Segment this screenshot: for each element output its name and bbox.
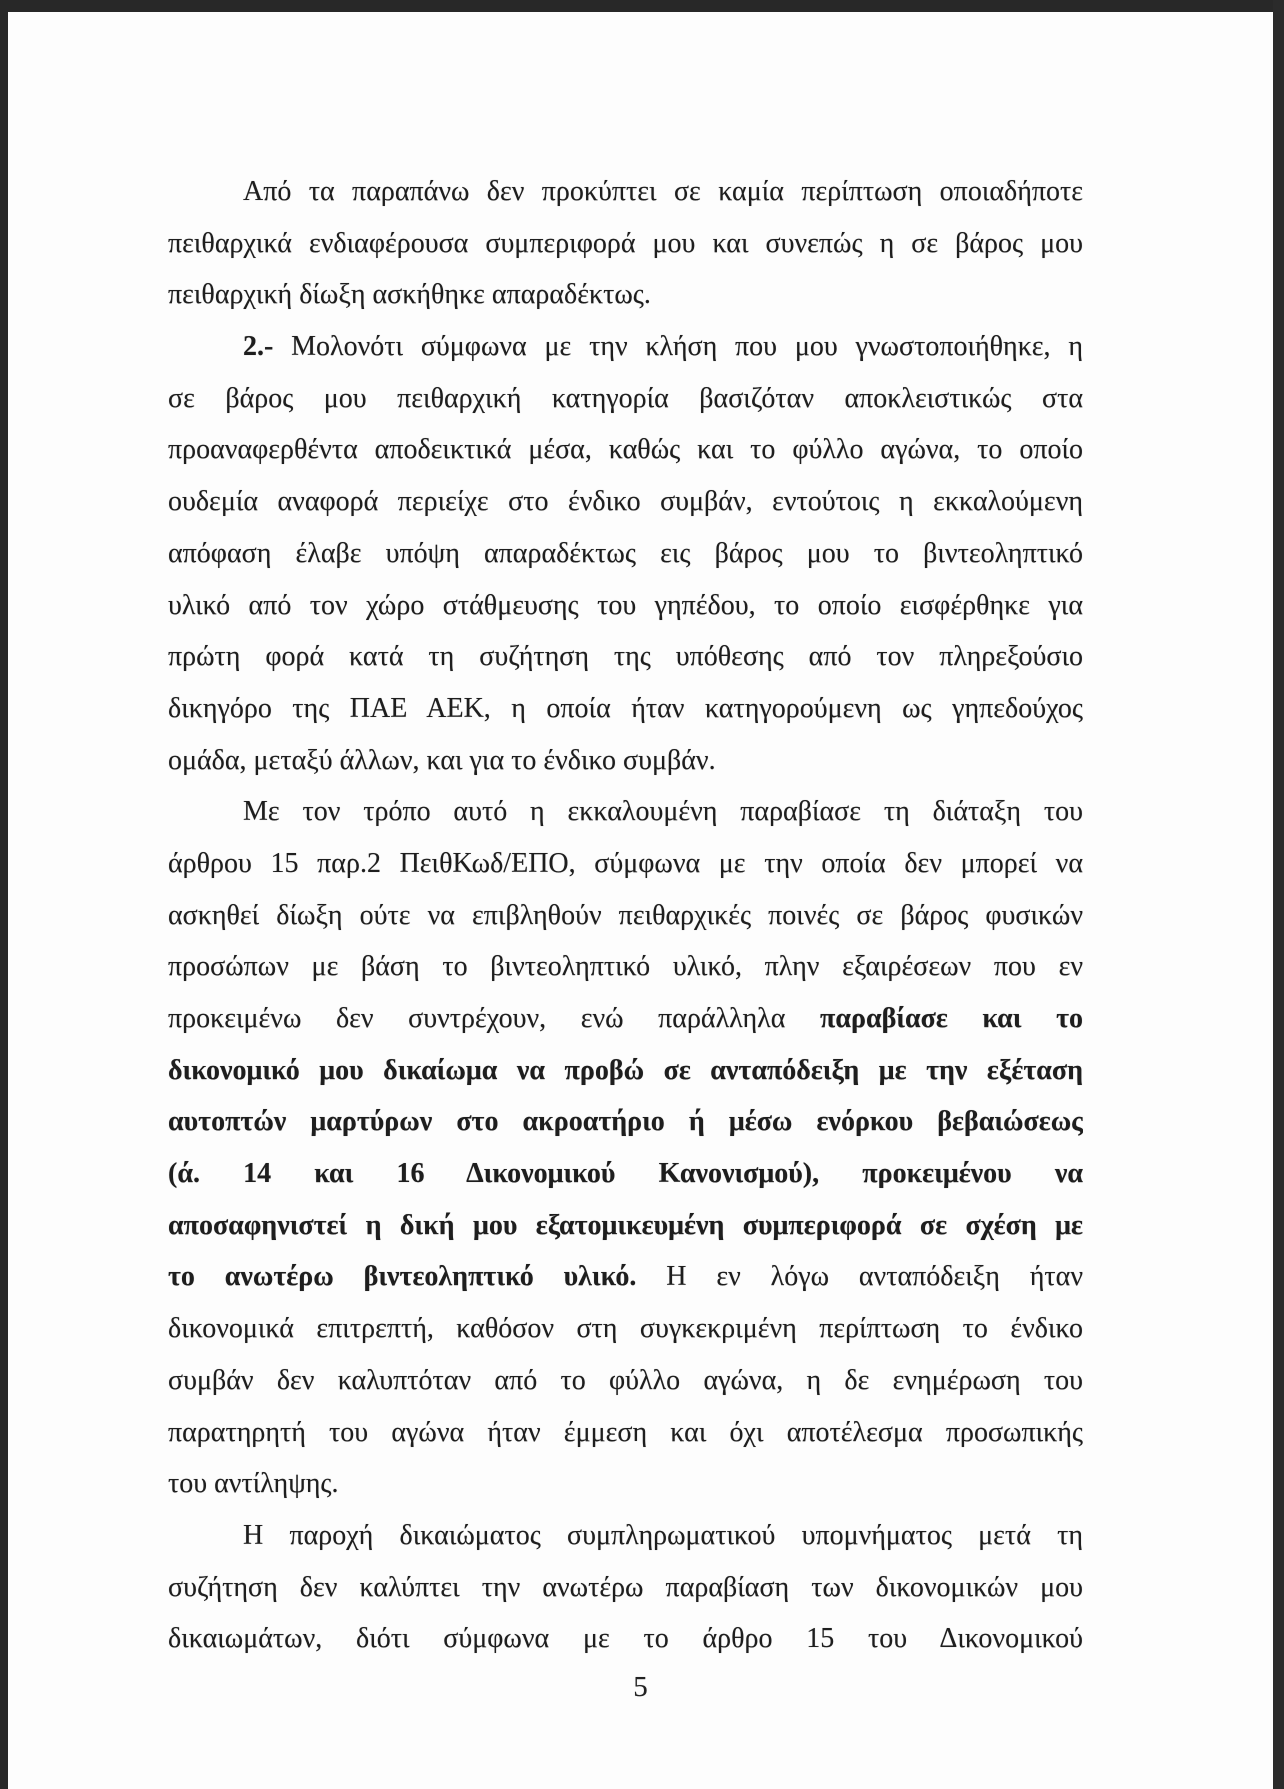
text-line <box>168 1148 1083 1200</box>
text-segment: σε βάρος μου πειθαρχική κατηγορία βασιζόταν αποκλειστικώς στα <box>168 382 1083 414</box>
text-line <box>168 166 1083 218</box>
text-line <box>168 735 1083 787</box>
text-segment: ομάδα, μεταξύ άλλων, και για το ένδικο συμβάν. <box>168 744 716 776</box>
text-line <box>168 424 1083 476</box>
text-segment: προσώπων με βάση το βιντεοληπτικό υλικό, πλην εξαιρέσεων που εν <box>168 951 1083 983</box>
text-line <box>168 1458 1083 1510</box>
text-line <box>168 1251 1083 1303</box>
text-line <box>168 1355 1083 1407</box>
text-line <box>168 1613 1083 1665</box>
text-line <box>168 941 1083 993</box>
text-segment: δικαιωμάτων, διότι σύμφωνα με το άρθρο 15 του Δικονομικού <box>168 1623 1083 1655</box>
document-body-text <box>168 166 1083 1665</box>
text-line <box>168 1510 1083 1562</box>
text-segment: άρθρου 15 παρ.2 ΠειθΚωδ/ΕΠΟ, σύμφωνα με την οποία δεν μπορεί να <box>168 847 1083 879</box>
page-number: 5 <box>633 1671 648 1703</box>
text-line <box>168 786 1083 838</box>
text-line <box>168 269 1083 321</box>
bold-text-segment: 2.- <box>243 331 274 363</box>
text-segment: συμβάν δεν καλυπτόταν από το φύλλο αγώνα, η δε ενημέρωση του <box>168 1364 1083 1396</box>
bold-text-segment: παραβίασε και το <box>820 1003 1083 1034</box>
text-line <box>168 838 1083 890</box>
bold-text-segment: αυτοπτών μαρτύρων στο ακροατήριο ή μέσω ενόρκου βεβαιώσεως <box>168 1106 1083 1138</box>
text-line <box>168 218 1083 270</box>
text-segment: δικονομικά επιτρεπτή, καθόσον στη συγκεκριμένη περίπτωση το ένδικο <box>168 1313 1083 1345</box>
scan-border-left <box>0 0 8 1789</box>
text-line <box>168 528 1083 580</box>
text-line <box>168 993 1083 1045</box>
text-line <box>168 580 1083 632</box>
text-line <box>168 683 1083 735</box>
text-line <box>168 1045 1083 1097</box>
text-segment: ουδεμία αναφορά περιείχε στο ένδικο συμβάν, εντούτοις η εκκαλούμενη <box>168 486 1083 518</box>
text-segment: ασκηθεί δίωξη ούτε να επιβληθούν πειθαρχικές ποινές σε βάρος φυσικών <box>168 899 1083 931</box>
text-segment: Η εν λόγω ανταπόδειξη ήταν <box>636 1261 1083 1293</box>
scan-border-top <box>0 0 1284 12</box>
text-segment: παρατηρητή του αγώνα ήταν έμμεση και όχι αποτέλεσμα προσωπικής <box>168 1416 1083 1448</box>
bold-text-segment: το ανωτέρω βιντεοληπτικό υλικό. <box>168 1261 637 1293</box>
text-line <box>168 890 1083 942</box>
text-segment: Με τον τρόπο αυτό η εκκαλουμένη παραβίασε τη διάταξη του <box>243 796 1083 828</box>
text-segment: Από τα παραπάνω δεν προκύπτει σε καμία περίπτωση οποιαδήποτε <box>243 176 1083 207</box>
text-line <box>168 631 1083 683</box>
bold-text-segment: αποσαφηνιστεί η δική μου εξατομικευμένη συμπεριφορά σε σχέση με <box>168 1209 1083 1241</box>
text-segment: πειθαρχική δίωξη ασκήθηκε απαραδέκτως. <box>168 279 651 311</box>
text-segment: δικηγόρο της ΠΑΕ ΑΕΚ, η οποία ήταν κατηγορούμενη ως γηπεδούχος <box>168 692 1083 724</box>
bold-text-segment: δικονομικό μου δικαίωμα να προβώ σε ανταπόδειξη με την εξέταση <box>168 1054 1083 1086</box>
text-segment: συζήτηση δεν καλύπτει την ανωτέρω παραβίαση των δικονομικών μου <box>168 1571 1083 1603</box>
text-segment: υλικό από τον χώρο στάθμευσης του γηπέδου, το οποίο εισφέρθηκε για <box>168 589 1083 621</box>
text-segment: πρώτη φορά κατά τη συζήτηση της υπόθεσης από τον πληρεξούσιο <box>168 641 1083 673</box>
text-segment: Η παροχή δικαιώματος συμπληρωματικού υπομνήματος μετά τη <box>243 1519 1083 1551</box>
text-segment: προαναφερθέντα αποδεικτικά μέσα, καθώς και το φύλλο αγώνα, το οποίο <box>168 434 1083 466</box>
scan-border-right <box>1273 0 1284 1789</box>
bold-text-segment: (ά. 14 και 16 Δικονομικού Κανονισμού), προκειμένου να <box>168 1158 1083 1190</box>
text-line <box>168 1200 1083 1252</box>
text-segment: πειθαρχικά ενδιαφέρουσα συμπεριφορά μου και συνεπώς η σε βάρος μου <box>168 227 1083 259</box>
text-segment: Μολονότι σύμφωνα με την κλήση που μου γνωστοποιήθηκε, η <box>273 331 1083 363</box>
text-line <box>168 1562 1083 1614</box>
text-segment: απόφαση έλαβε υπόψη απαραδέκτως εις βάρος μου το βιντεοληπτικό <box>168 537 1083 569</box>
text-line <box>168 321 1083 373</box>
text-segment: προκειμένω δεν συντρέχουν, ενώ παράλληλα <box>168 1003 820 1034</box>
text-line <box>168 1407 1083 1459</box>
text-segment: του αντίληψης. <box>168 1468 339 1500</box>
text-line <box>168 476 1083 528</box>
text-line <box>168 373 1083 425</box>
text-line <box>168 1303 1083 1355</box>
text-line <box>168 1096 1083 1148</box>
